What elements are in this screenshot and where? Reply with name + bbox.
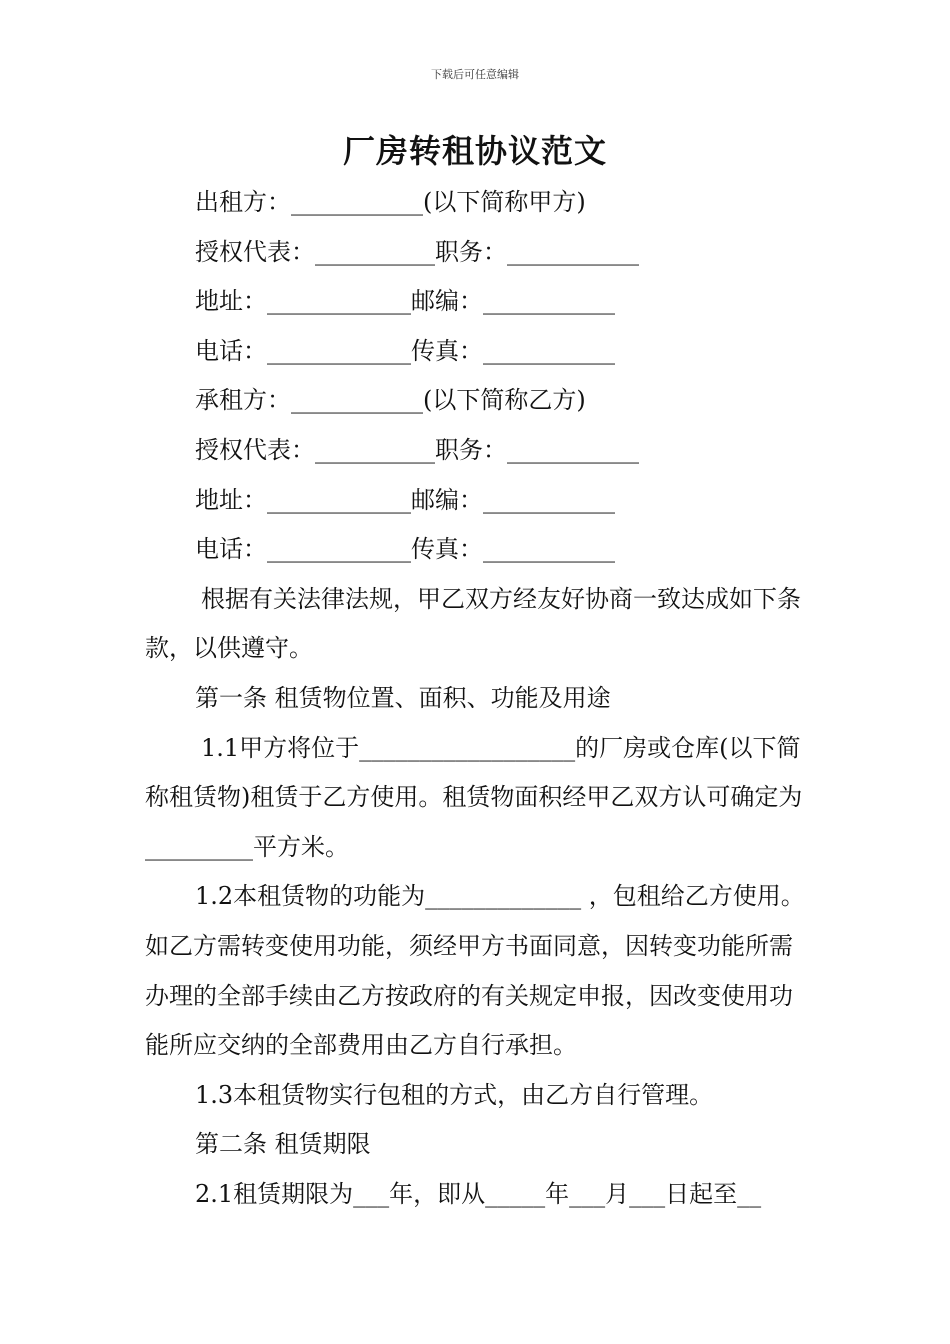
- preamble-paragraph: 根据有关法律法规，甲乙双方经友好协商一致达成如下条款，以供遵守。: [145, 584, 801, 663]
- header-note: 下载后可任意编辑: [431, 68, 519, 81]
- document-body: [145, 178, 805, 1219]
- clause-1-1: 1.1甲方将位于__________________的厂房或仓库(以下简称租赁物)租赁于乙方使用。租赁物面积经甲乙双方认可确定为_________平方米。: [145, 733, 803, 861]
- lessee-address-line: 地址：____________邮编：___________: [195, 485, 615, 514]
- document-title: 厂房转租协议范文: [342, 132, 607, 170]
- clause-1-3: 1.3本租赁物实行包租的方式，由乙方自行管理。: [195, 1080, 714, 1109]
- lessee-phone-line: 电话：____________传真：___________: [195, 535, 615, 564]
- lessee-representative-line: 授权代表：__________职务：___________: [195, 435, 639, 464]
- lessee-line: 承租方：___________(以下简称乙方): [195, 386, 586, 415]
- lessor-line: 出租方：___________(以下简称甲方): [195, 188, 586, 216]
- lessor-representative-line: 授权代表：__________职务：___________: [195, 237, 639, 266]
- lessor-phone-line: 电话：____________传真：___________: [195, 336, 615, 365]
- article-1-heading: 第一条 租赁物位置、面积、功能及用途: [195, 683, 611, 712]
- clause-2-1: 2.1租赁期限为___年，即从_____年___月___日起至__: [195, 1179, 762, 1208]
- lessor-address-line: 地址：____________邮编：___________: [195, 287, 615, 316]
- article-2-heading: 第二条 租赁期限: [195, 1130, 371, 1159]
- clause-1-2: 1.2本租赁物的功能为_____________ ，包租给乙方使用。如乙方需转变使用功能，须经甲方书面同意，因转变功能所需办理的全部手续由乙方按政府的有关规定申报，因改变使用功能所应交纳的全部费用由乙方自行承担。: [145, 882, 805, 1060]
